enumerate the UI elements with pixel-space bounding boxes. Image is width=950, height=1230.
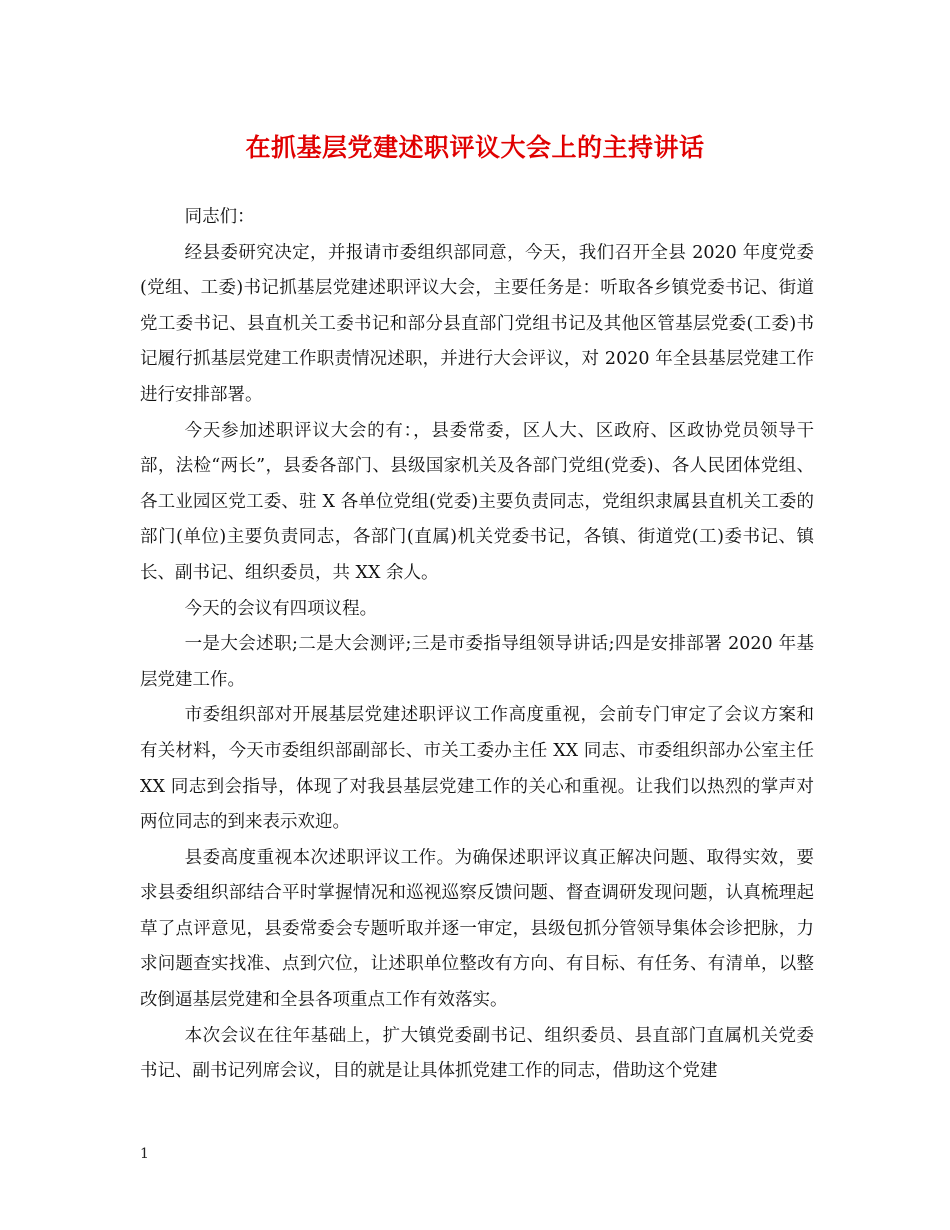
paragraph-agenda-intro: 今天的会议有四项议程。 bbox=[184, 598, 378, 619]
paragraph-organization-dept: 市委组织部对开展基层党建述职评议工作高度重视，会前专门审定了会议方案和有关材料，今天市委组织部副部长、市关工委办主任 XX 同志、市委组织部办公室主任 XX 同志到会指导，体现了对我县基层党建工作的关心和重视。让我们以热烈的掌声对两位同志的到来表示欢迎。 bbox=[140, 705, 814, 833]
paragraph-meeting-scope: 本次会议在往年基础上，扩大镇党委副书记、组织委员、县直部门直属机关党委书记、副书记列席会议，目的就是让具体抓党建工作的同志，借助这个党建 bbox=[140, 1025, 814, 1082]
paragraph-county-committee: 县委高度重视本次述职评议工作。为确保述职评议真正解决问题、取得实效，要求县委组织部结合平时掌握情况和巡视巡察反馈问题、督查调研发现问题，认真梳理起草了点评意见，县委常委会专题听取并逐一审定，县级包抓分管领导集体会诊把脉，力求问题查实找准、点到穴位，让述职单位整改有方向、有目标、有任务、有清单，以整改倒逼基层党建和全县各项重点工作有效落实。 bbox=[140, 847, 814, 1011]
page-number: 1 bbox=[140, 1146, 149, 1162]
paragraph-attendees: 今天参加述职评议大会的有：，县委常委，区人大、区政府、区政协党员领导干部，法检“两长”，县委各部门、县级国家机关及各部门党组(党委)、各人民团体党组、各工业园区党工委、驻 X 各单位党组(党委)主要负责同志，党组织隶属县直机关工委的部门(单位)主要负责同志，各部门(直属)机关党委书记，各镇、街道党(工)委书记、镇长、副书记、组织委员，共 XX 余人。 bbox=[140, 420, 814, 583]
document-body bbox=[140, 200, 814, 1090]
document-title: 在抓基层党建述职评议大会上的主持讲话 bbox=[245, 133, 705, 162]
paragraph-agenda-items: 一是大会述职;二是大会测评;三是市委指导组领导讲话;四是安排部署 2020 年基层党建工作。 bbox=[140, 634, 814, 690]
salutation: 同志们： bbox=[184, 207, 255, 227]
paragraph-meeting-purpose: 经县委研究决定，并报请市委组织部同意，今天，我们召开全县 2020 年度党委(党组、工委)书记抓基层党建述职评议大会，主要任务是：听取各乡镇党委书记、街道党工委书记、县直机关工委书记和部分县直部门党组书记及其他区管基层党委(工委)书记履行抓基层党建工作职责情况述职，并进行大会评议，对 2020 年全县基层党建工作进行安排部署。 bbox=[140, 242, 814, 405]
